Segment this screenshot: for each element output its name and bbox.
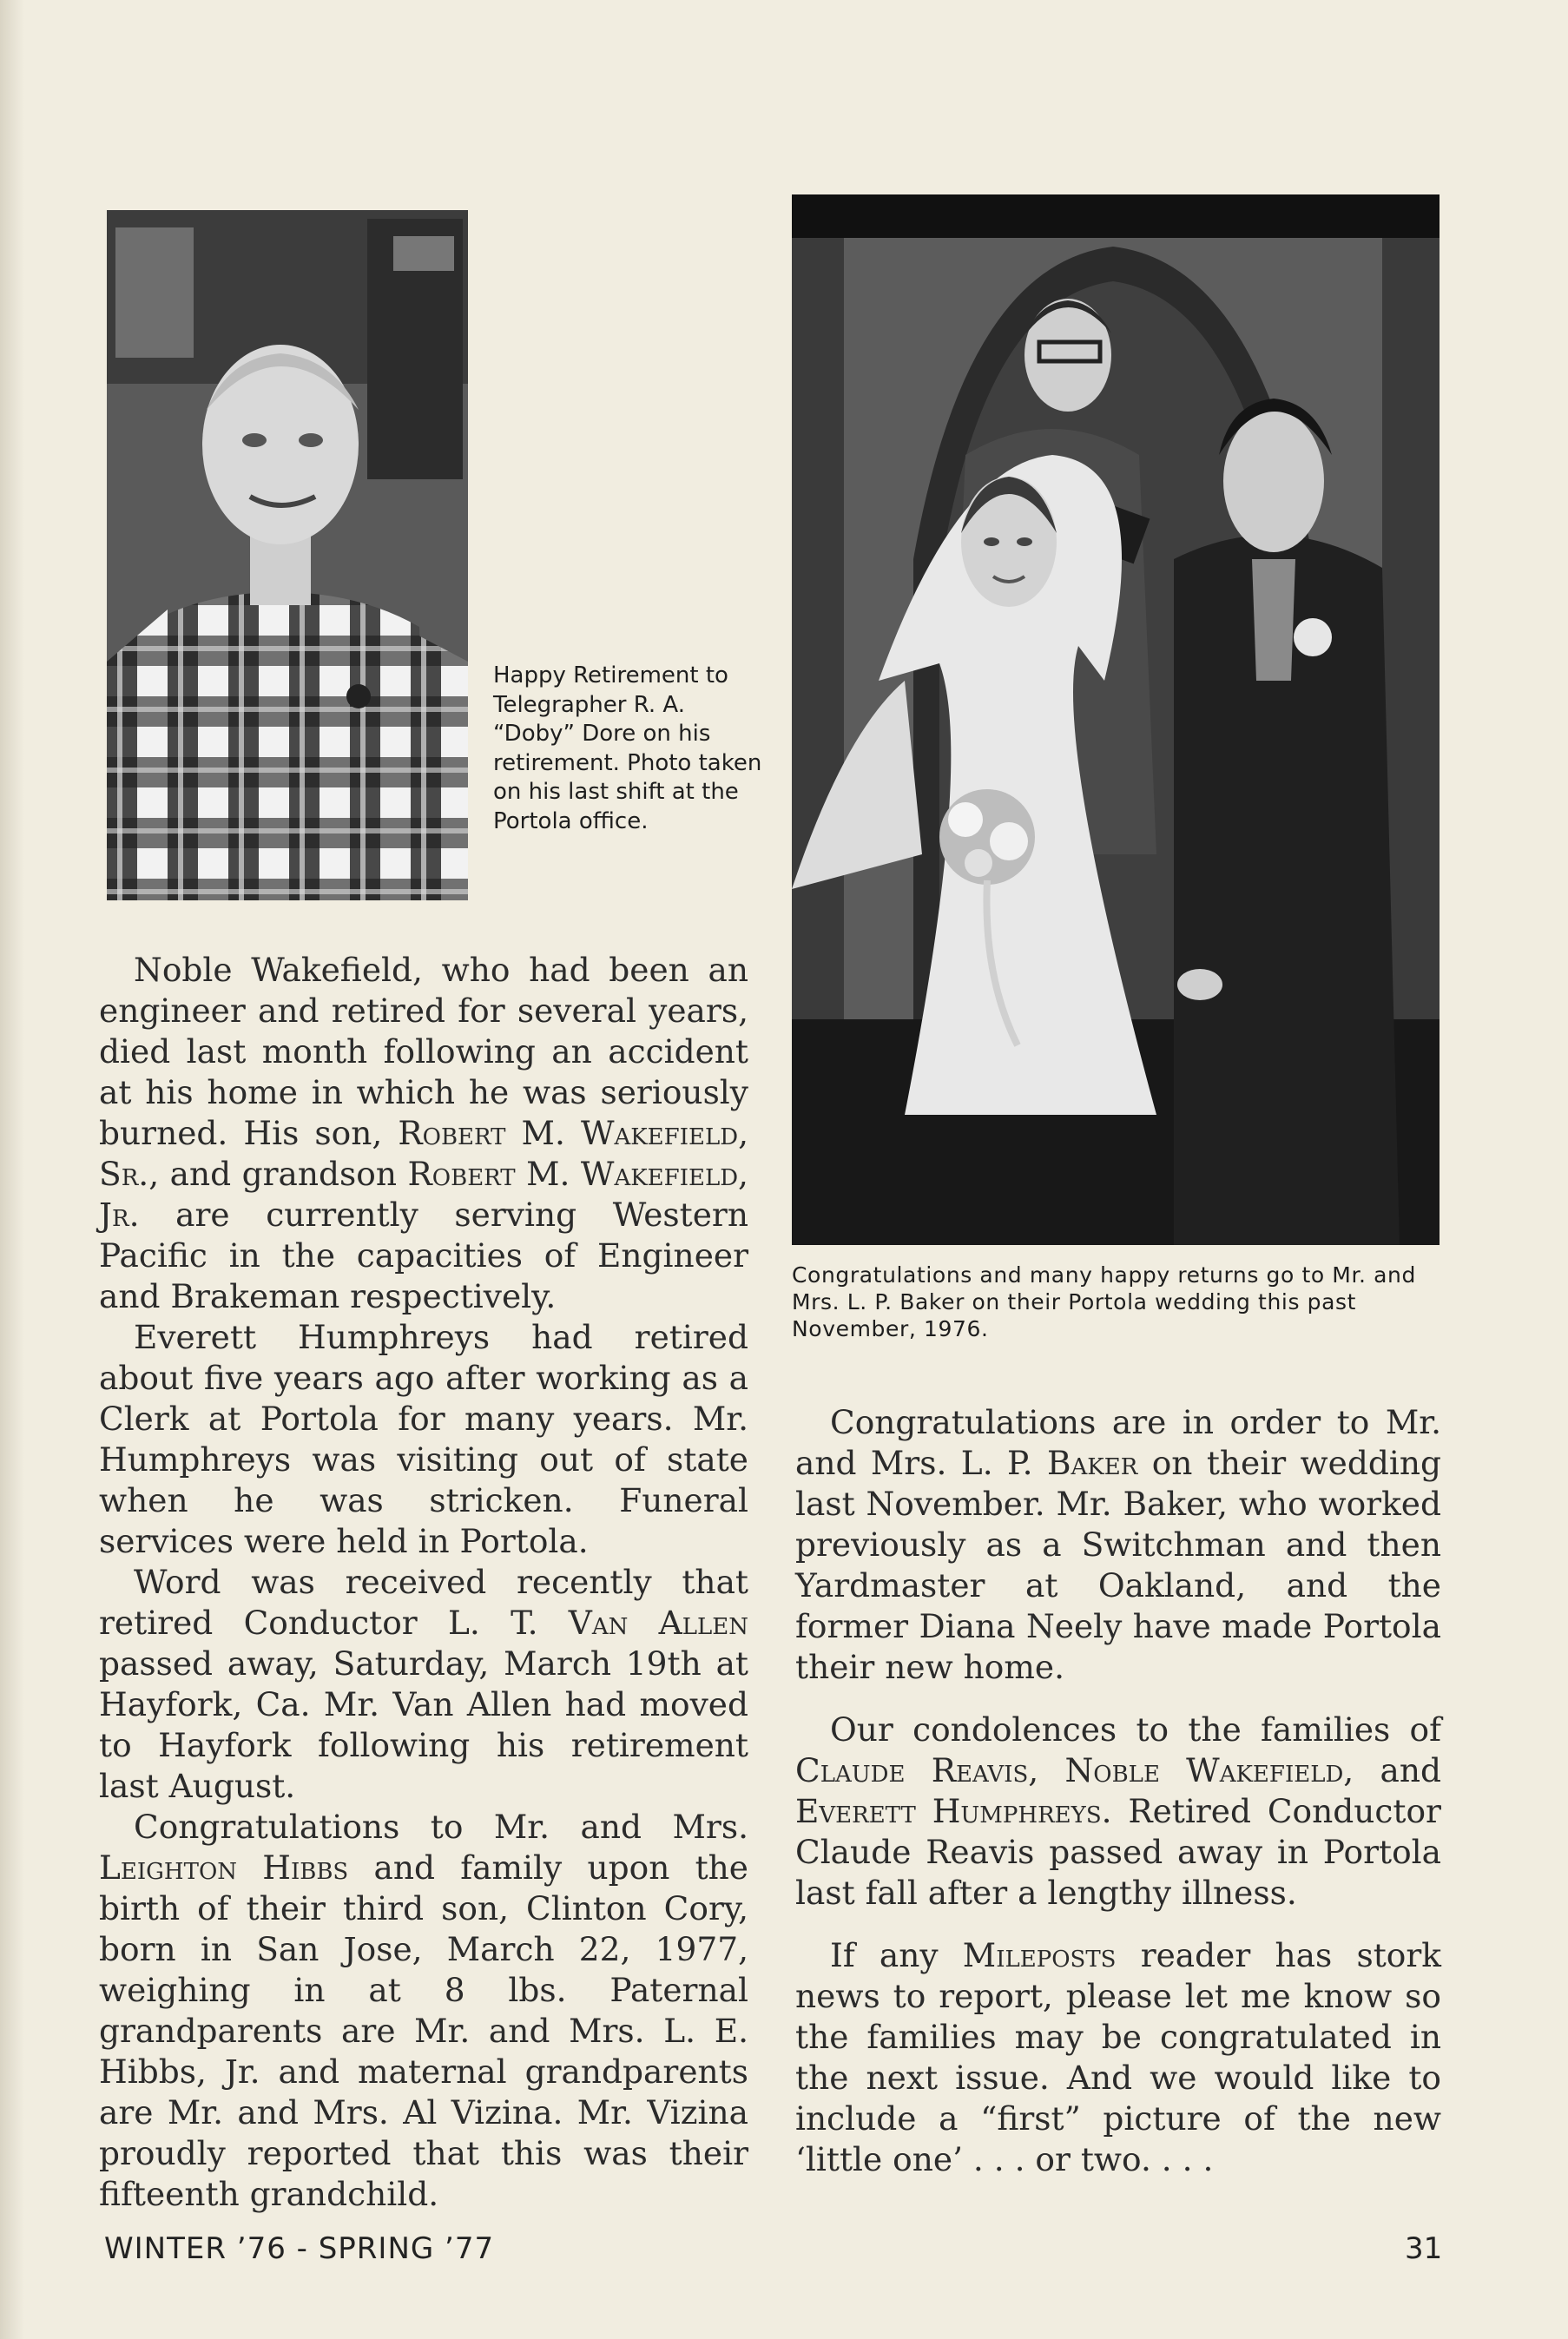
wedding-photo-caption: Congratulations and many happy returns go to Mr. and Mrs. L. P. Baker on their Portola wedding this past November, 1976. (792, 1262, 1416, 1341)
retirement-photo (107, 210, 468, 900)
retirement-photo-caption: Happy Retirement to Telegrapher R. A. “Doby” Dore on his retirement. Photo taken on his last shift at the Portola office. (493, 662, 762, 834)
baker-wedding-paragraph: Congratulations are in order to Mr. and Mrs. L. P. Baker on their wedding last November. Mr. Baker, who worked previously as a Switchman and then Yardmaster at Oakland, and the former Diana Neely have made Portola their new home. (795, 1403, 1441, 1686)
retirement-photo-image (107, 210, 468, 900)
stork-news-paragraph: If any Mileposts reader has stork news to report, please let me know so the families may be congratulated in the next issue. And we would like to include a “first” picture of the new ‘little one’ . . . or two. . . . (795, 1936, 1441, 2178)
van-allen-paragraph: Word was received recently that retired Conductor L. T. Van Allen passed away, Saturday, March 19th at Hayfork, Ca. Mr. Van Allen had moved to Hayfork following his retirement last August. (99, 1563, 748, 1805)
issue-footer: WINTER ’76 - SPRING ’77 (104, 2231, 495, 2266)
page-binding-shadow (0, 0, 24, 2339)
left-article-column (99, 950, 748, 2215)
wakefield-paragraph: Noble Wakefield, who had been an engineer and retired for several years, died last month following an accident at his home in which he was seriously burned. His son, Robert M. Wakefield, Sr., and grandson Robert M. Wakefield, Jr. are currently serving Western Pacific in the capacities of Engineer and Brakeman respectively. (99, 951, 748, 1315)
page-number: 31 (1405, 2231, 1443, 2266)
condolences-paragraph: Our condolences to the families of Claude Reavis, Noble Wakefield, and Everett Humphreys. Retired Conductor Claude Reavis passed away in Portola last fall after a lengthy illness. (795, 1710, 1442, 1912)
humphreys-paragraph: Everett Humphreys had retired about five years ago after working as a Clerk at Portola for many years. Mr. Humphreys was visiting out of state when he was stricken. Funeral services were held in Portola. (99, 1318, 748, 1560)
right-article-column (795, 1402, 1441, 2202)
wedding-photo (792, 194, 1440, 1245)
hibbs-paragraph: Congratulations to Mr. and Mrs. Leighton Hibbs and family upon the birth of their third son, Clinton Cory, born in San Jose, March 22, 1977, weighing in at 8 lbs. Paternal grandparents are Mr. and Mrs. L. E. Hibbs, Jr. and maternal grandparents are Mr. and Mrs. Al Vizina. Mr. Vizina proudly reported that this was their fifteenth grandchild. (99, 1808, 748, 2213)
wedding-photo-image (792, 194, 1440, 1245)
